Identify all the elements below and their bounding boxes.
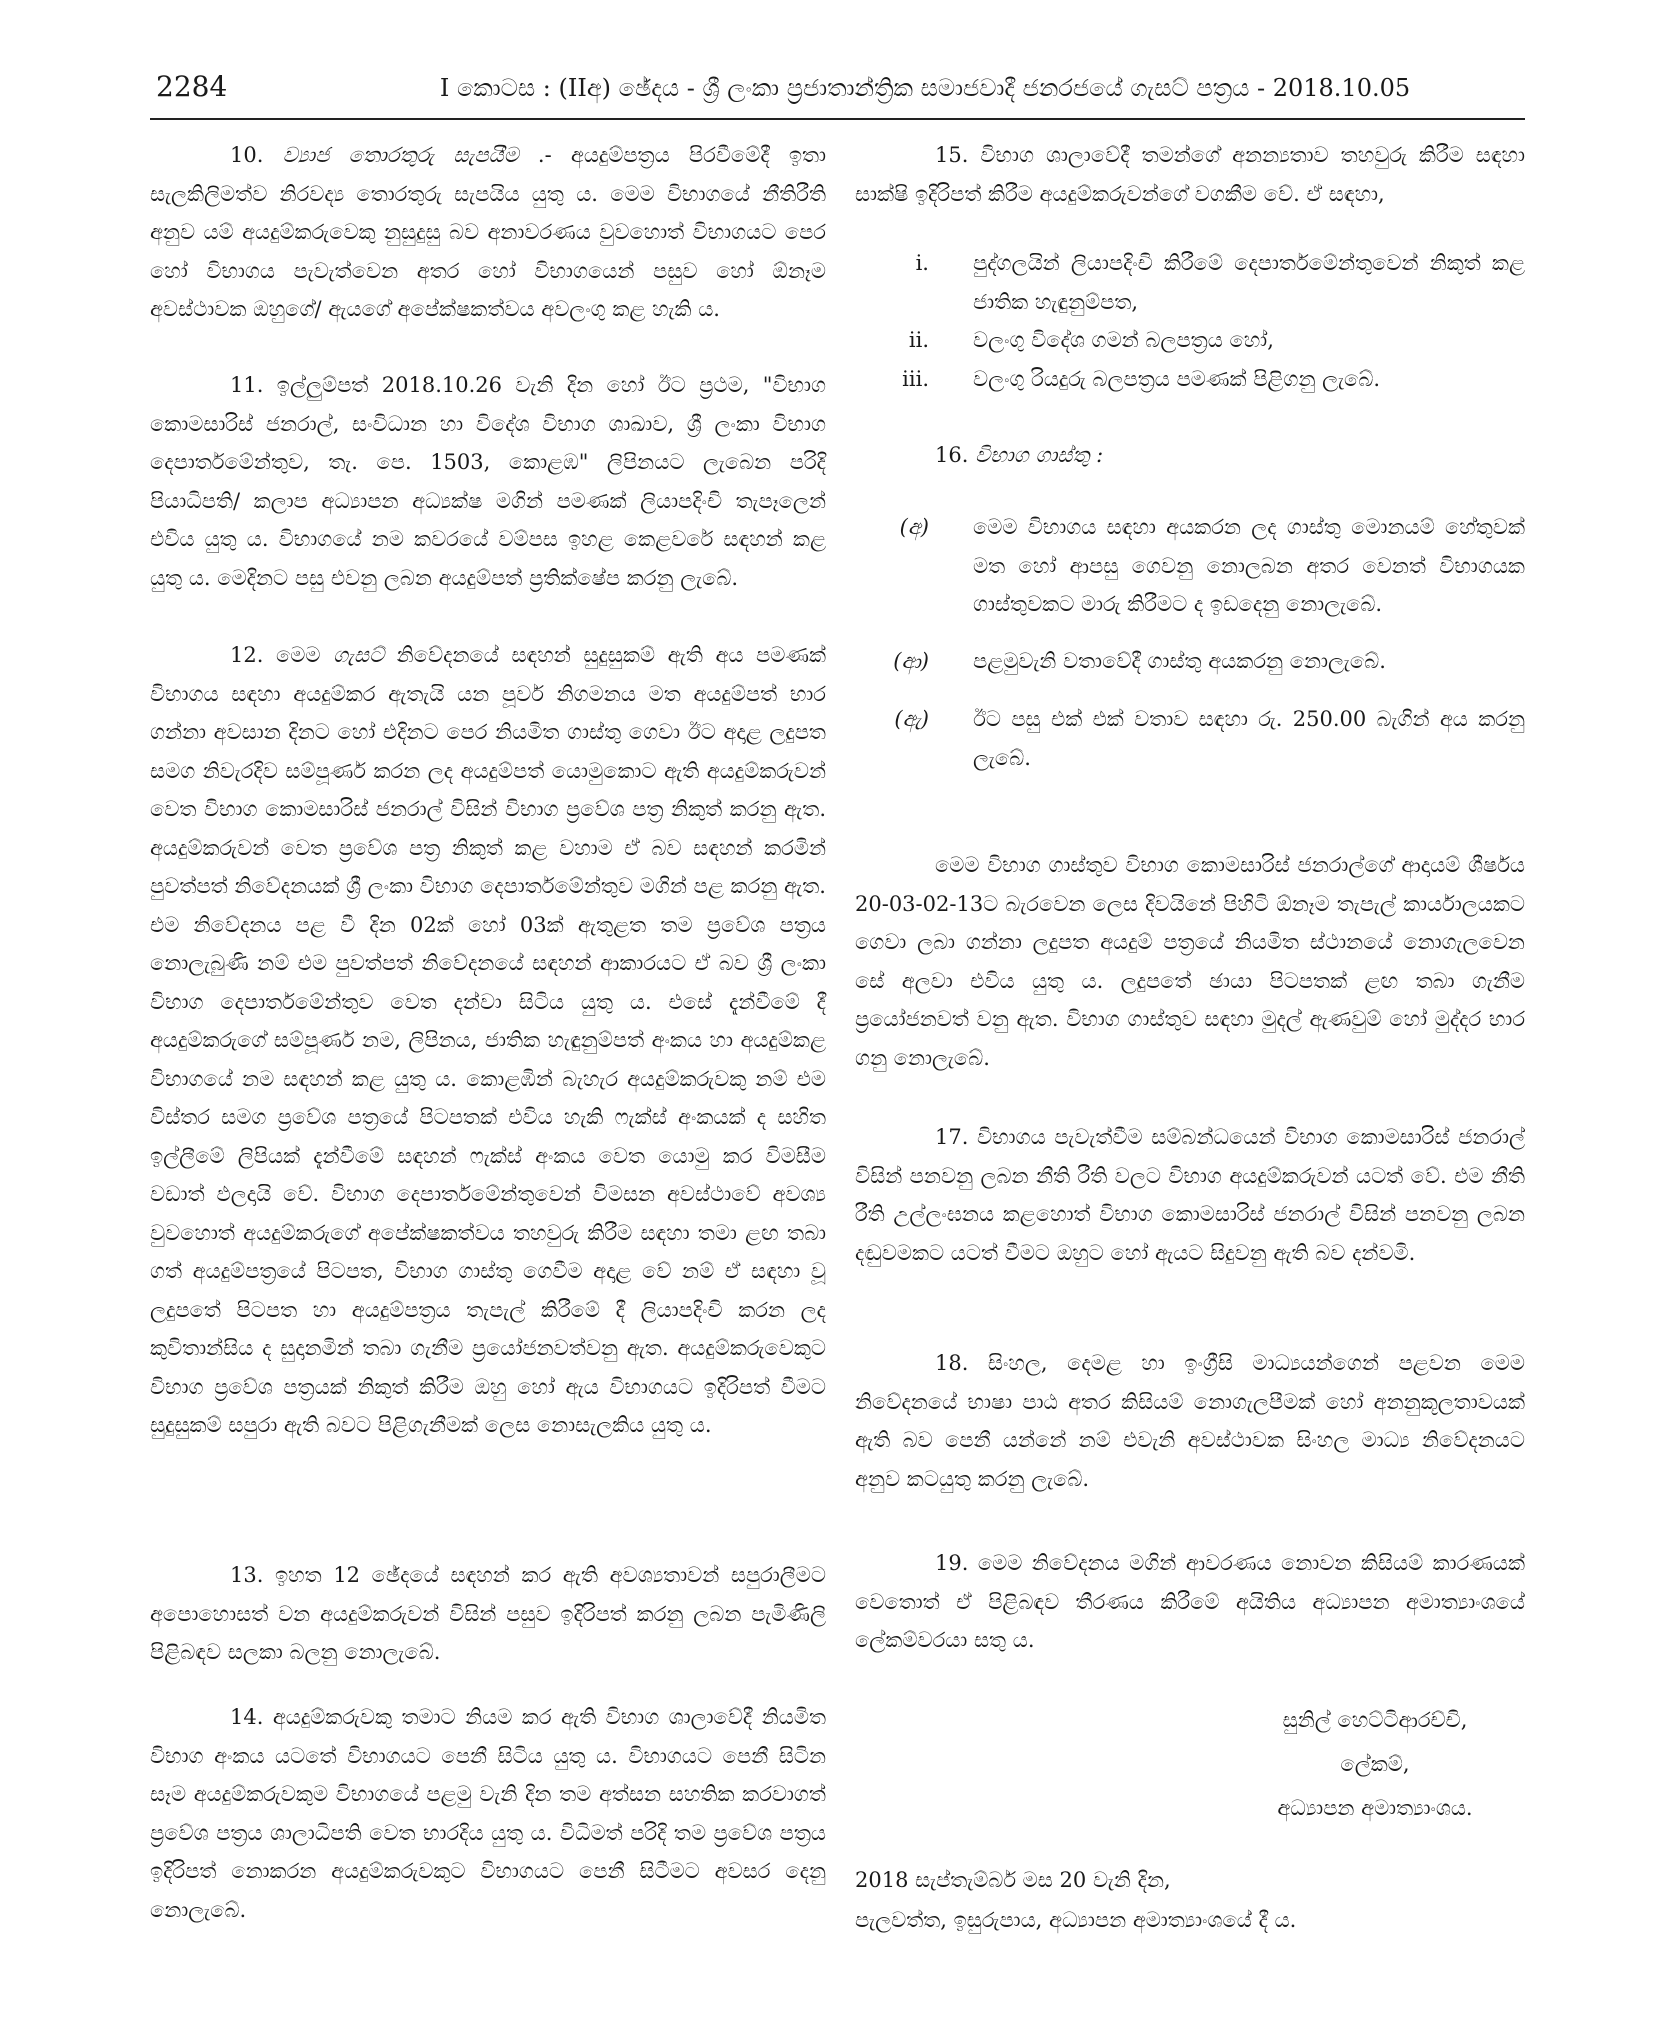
list-item-text: පළමුවැනි වතාවේදී ගාස්තු අයකරනු නොලැබේ. [973,648,1386,673]
paragraph-12 [150,636,826,1445]
paragraph-number: 16. [935,443,969,467]
list-item [855,360,1525,399]
list-marker: i. [915,251,929,275]
paragraph-19: 19. මෙම නිවේදනය මගින් ආවරණය නොවන කිසියම් කාරණයක් වෙතොත් ඒ පිළිබඳව තීරණය කිරීමේ අයිතිය අධ්‍යාපන අමාත්‍යාංශයේ ලේකම්වරයා සතු ය. [855,1551,1525,1652]
list-item [855,642,1525,681]
date-line-1: 2018 සැප්තැම්බර් මස 20 වැනි දින, [855,1868,1171,1892]
list-marker: iii. [902,366,929,391]
header-rule [150,118,1525,120]
paragraph-12-text-b: නිවේදනයේ සඳහන් සුදුසුකම් ඇති අය පමණක් විභාගය සඳහා අයදුම්කර ඇතැයි යන පූර්ව නිගමනය මත අයදුම්පත් භාර ගන්නා අවසාන දිනට හෝ එදිනට පෙර නියමිත ගාස්තු ගෙවා ඊට අදාළ ලදුපත සමග නිවැරදිව සම්පූර්ණ කරන ලද අයදුම්පත් යොමුකොට ඇති අයදුම්කරුවන් වෙත විභාග කොමසාරිස් ජනරාල් විසින් විභාග ප්‍රවේශ පත්‍ර නිකුත් කරනු ඇත. අයදුම්කරුවන් වෙත ප්‍රවේශ පත්‍ර නිකුත් කළ වහාම ඒ බව සඳහන් කරමින් පුවත්පත් නිවේදනයක් ශ්‍රී ලංකා විභාග දෙපාර්තමේන්තුව මගින් පළ කරනු ඇත. එම නිවේදනය පළ වී දින 02ක් හෝ 03ක් ඇතුළත තම ප්‍රවේශ පත්‍රය නොලැබුණි නම් එම පුවත්පත් නිවේදනයේ සඳහන් ආකාරයට ඒ බව ශ්‍රී ලංකා විභාග දෙපාර්තමේන්තුව වෙත දන්වා සිටිය යුතු ය. එසේ දැන්වීමේ දී අයදුම්කරුගේ සම්පූර්ණ නම, ලිපිනය, ජාතික හැඳුනුම්පත් අංකය හා අයදුම්කළ විභාගයේ නම සඳහන් කළ යුතු ය. කොළඹින් බැහැර අයදුම්කරුවකු නම් එම විස්තර සමග ප්‍රවේශ පත්‍රයේ පිටපතක් එවිය හැකි ෆැක්ස් අංකයක් ද සහිත ඉල්ලීමේ ලිපියක් දැන්වීමේ සඳහන් ෆැක්ස් අංකය වෙත යොමු කර විමසීම වඩාත් ඵලදායි වේ. විභාග දෙපාර්තමේන්තුවෙන් විමසන අවස්ථාවේ අවශ්‍ය වුවහොත් අයදුම්කරුගේ අපේක්ෂකත්වය තහවුරු කිරීම සඳහා තමා ළඟ තබා ගත් අයදුම්පත්‍රයේ පිටපත, විභාග ගාස්තු ගෙවීම අදාළ වේ නම් ඒ සඳහා වූ ලදුපතේ පිටපත හා අයදුම්පත්‍රය තැපැල් කිරීමේ දී ලියාපදිංචි කරන ලද කුවිතාන්සිය ද සුදානමින් තබා ගැනීම ප්‍රයෝජනවත්වනු ඇත. අයදුම්කරුවෙකුට විභාග ප්‍රවේශ පත්‍රයක් නිකුත් කිරීම ඔහු හෝ ඇය විභාගයට ඉදිරිපත් වීමට සුදුසුකම් සපුරා ඇති බවට පිළිගැනීමක් ලෙස නොසැලකිය යුතු ය. [150,643,826,1437]
paragraph-12-emph: ගැසට් [333,643,385,667]
list-item-text: මෙම විභාගය සඳහා අයකරන ලද ගාස්තු මොනයම් හේතුවක් මත හෝ ආපසු ගෙවනු නොලබන අතර වෙනත් විභාගයක ගාස්තුවකට මාරු කිරීමට ද ඉඩදෙනු නොලැබේ. [973,515,1525,616]
paragraph-10 [150,136,826,329]
paragraph-15: 15. විභාග ශාලාවේදී තමන්ගේ අනන්‍යතාව තහවුරු කිරීම සඳහා සාක්ෂි ඉදිරිපත් කිරීම අයදුම්කරුවන්ගේ වගකීම වේ. ඒ සඳහා, [855,143,1525,206]
list-item-text: පුද්ගලයින් ලියාපදිංචි කිරීමේ දෙපාර්තමේන්තුවෙන් නිකුත් කළ ජාතික හැඳුනුම්පත, [973,251,1525,314]
date-line-2: පැලවත්ත, ඉසුරුපාය, අධ්‍යාපන අමාත්‍යාංශයේ දී ය. [855,1908,1297,1932]
list-marker: (ඇ) [894,707,929,731]
paragraph-10-title: ව්‍යාජ තොරතුරු සැපයීම [282,143,519,167]
page-number: 2284 [156,70,228,103]
paragraph-15-list [855,244,1525,398]
signature-title: ලේකම්, [1340,1752,1410,1776]
list-marker: (අ) [899,515,929,539]
paragraph-11: 11. ඉල්ලුම්පත් 2018.10.26 වැනි දින හෝ ඊට ප්‍රථම, "විභාග කොමසාරිස් ජනරාල්, සංවිධාන හා විදේශ විභාග ශාඛාව, ශ්‍රී ලංකා විභාග දෙපාර්තමේන්තුව, තැ. පෙ. 1503, කොළඹ" ලිපිනයට ලැබෙන පරිදි පියාධිපති/ කලාප අධ්‍යාපන අධ්‍යක්ෂ මගින් පමණක් ලියාපදිංචි තැපෑලෙන් එවිය යුතු ය. විභාගයේ නම කවරයේ වම්පස ඉහළ කෙළවරේ සඳහන් කළ යුතු ය. මෙදිනට පසු එවනු ලබන අයදුම්පත් ප්‍රතික්ෂේප කරනු ලැබේ. [150,373,826,590]
paragraph-number: 10. [230,143,264,167]
signature-name: සුනිල් හෙට්ටිආරච්චි, [1282,1708,1468,1732]
page-header [150,66,1525,116]
list-item-text: වලංගු රියදුරු බලපත්‍රය පමණක් පිළිගනු ලැබේ. [973,366,1381,391]
running-head: I කොටස : (IIඅ) ඡේදය - ශ්‍රී ලංකා ප්‍රජාතාන්ත්‍රික සමාජවාදී ජනරජයේ ගැසට් පත්‍රය - 2018.10.05 [439,74,1411,102]
paragraph-16-list [855,508,1525,777]
list-marker: (ආ) [893,648,929,673]
paragraph-18: 18. සිංහල, දෙමළ හා ඉංග්‍රීසි මාධ්‍යයන්ගෙන් පළවන මෙම නිවේදනයේ භාෂා පාඨ අතර කිසියම් නොගැලපීමක් හෝ අනනුකූලතාවයක් ඇති බව පෙනී යන්නේ නම් එවැනි අවස්ථාවක සිංහල මාධ්‍ය නිවේදනයට අනුව කටයුතු කරනු ලැබේ. [855,1351,1525,1491]
signature-office: අධ්‍යාපන අමාත්‍යාංශය. [1277,1796,1473,1820]
paragraph-10-text: .- අයදුම්පත්‍රය පිරවීමේදී ඉතා සැලකිලිමත්ව නිරවද්‍ය තොරතුරු සැපයිය යුතු ය. මෙම විභාගයේ නීතිරීති අනුව යම් අයදුම්කරුවෙකු නුසුදුසු බව අනාවරණය වුවහොත් විභාගයට පෙර හෝ විභාගය පැවැත්වෙන අතර හෝ විභාගයෙන් පසුව හෝ ඕනෑම අවස්ථාවක ඔහුගේ/ ඇයගේ අපේක්ෂකත්වය අවලංගු කළ හැකි ය. [150,143,826,321]
list-item-text: වලංගු විදේශ ගමන් බලපත්‍රය හෝ, [973,328,1274,352]
paragraph-12-text-a: 12. මෙම [230,643,334,667]
list-item-text: ඊට පසු එක් එක් වතාව සඳහා රු. 250.00 බැගින් අය කරනු ලැබේ. [973,707,1525,770]
paragraph-16-text: මෙම විභාග ගාස්තුව විභාග කොමසාරිස් ජනරාල්ගේ ආදායම් ශීර්ෂය 20-03-02-13ට බැරවෙන ලෙස දිවයිනේ පිහිටි ඕනෑම තැපැල් කාර්යාලයකට ගෙවා ලබා ගන්නා ලදුපත අයදුම් පත්‍රයේ නියමිත ස්ථානයේ නොගැලවෙන සේ අලවා එවිය යුතු ය. ලදුපතේ ඡායා පිටපතක් ළඟ තබා ගැනීම ප්‍රයෝජනවත් වනු ඇත. විභාග ගාස්තුව සඳහා මුදල් ඇණවුම් හෝ මුද්දර භාර ගනු නොලැබේ. [855,853,1525,1070]
paragraph-13: 13. ඉහත 12 ඡේදයේ සඳහන් කර ඇති අවශ්‍යතාවන් සපුරාලීමට අපොහොසත් වන අයදුම්කරුවන් විසින් පසුව ඉදිරිපත් කරනු ලබන පැමිණිලි පිළිබඳව සලකා බලනු නොලැබේ. [150,1563,826,1664]
list-item [855,244,1525,321]
list-item [855,321,1525,360]
paragraph-16-heading [855,436,1525,475]
list-item [855,508,1525,624]
paragraph-16-title: විභාග ගාස්තු : [975,443,1104,467]
list-marker: ii. [908,328,929,352]
paragraph-17: 17. විභාගය පැවැත්වීම සම්බන්ධයෙන් විභාග කොමසාරිස් ජනරාල් විසින් පනවනු ලබන නීති රීති වලට විභාග අයදුම්කරුවන් යටත් වේ. එම නීති රීති උල්ලංඝනය කළහොත් විභාග කොමසාරිස් ජනරාල් විසින් පනවනු ලබන දඬුවමකට යටත් වීමට ඔහුට හෝ ඇයට සිදුවනු ඇති බව දන්වමි. [855,1125,1525,1265]
list-item [855,700,1525,777]
paragraph-14: 14. අයදුම්කරුවකු තමාට නියම කර ඇති විභාග ශාලාවේදී නියමිත විභාග අංකය යටතේ විභාගයට පෙනී සිටිය යුතු ය. විභාගයට පෙනී සිටින සෑම අයදුම්කරුවකුම විභාගයේ පළමු වැනි දින තම අත්සන සහතික කරවාගත් ප්‍රවේශ පත්‍රය ශාලාධිපති වෙත භාරදිය යුතු ය. විධිමත් පරිදි තම ප්‍රවේශ පත්‍රය ඉදිරිපත් නොකරන අයදුම්කරුවකුට විභාගයට පෙනී සිටීමට අවසර දෙනු නොලැබේ. [150,1705,826,1922]
